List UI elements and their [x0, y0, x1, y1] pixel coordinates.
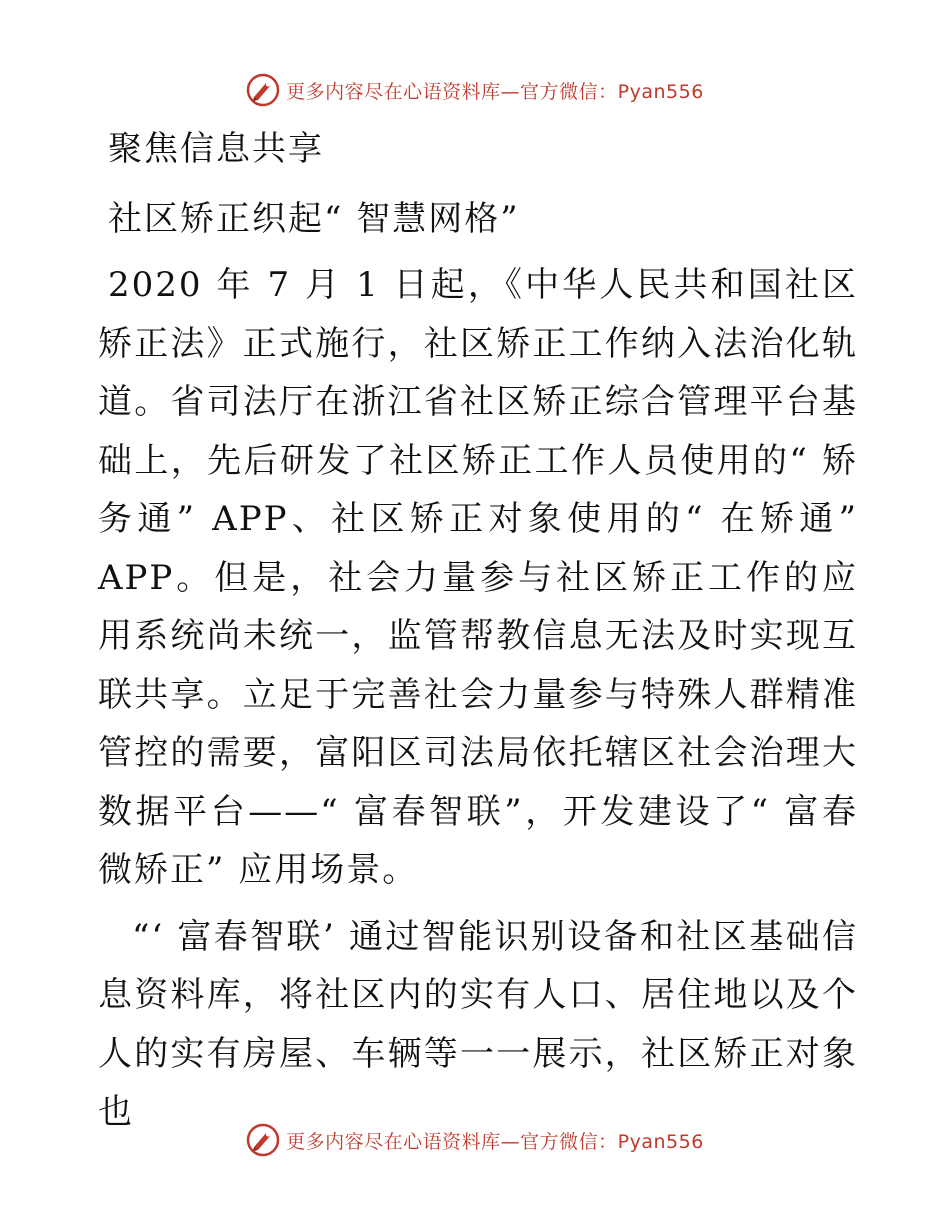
footer-watermark [0, 1120, 950, 1160]
body-paragraph: “‘ 富春智联’ 通过智能识别设备和社区基础信息资料库，将社区内的实有人口、居住地以及个人的实有房屋、车辆等一一展示，社区矫正对象也 [98, 916, 858, 1132]
section-heading: 聚焦信息共享 [108, 129, 324, 169]
body-paragraph: 2020 年 7 月 1 日起，《中华人民共和国社区矫正法》正式施行，社区矫正工作纳入法治化轨道。省司法厅在浙江省社区矫正综合管理平台基础上，先后研发了社区矫正工作人员使用的“ 矫务通” APP、社区矫正对象使用的“ 在矫通” APP。但是，社会力量参与社区矫正工作的应用系统尚未统一，监管帮教信息无法及时实现互联共享。立足于完善社会力量参与特殊人群精准管控的需要，富阳区司法局依托辖区社会治理大数据平台——“ 富春智联”，开发建设了“ 富春微矫正” 应用场景。 [98, 265, 858, 890]
pen-logo-icon [246, 1123, 280, 1157]
watermark-text: 更多内容尽在心语资料库—官方微信：Pyan556 [286, 80, 704, 103]
watermark-text: 更多内容尽在心语资料库—官方微信：Pyan556 [286, 1130, 704, 1153]
section-subheading: 社区矫正织起“ 智慧网格” [108, 199, 520, 239]
document-body [98, 122, 858, 1142]
pen-logo-icon [246, 73, 280, 107]
header-watermark [0, 70, 950, 110]
